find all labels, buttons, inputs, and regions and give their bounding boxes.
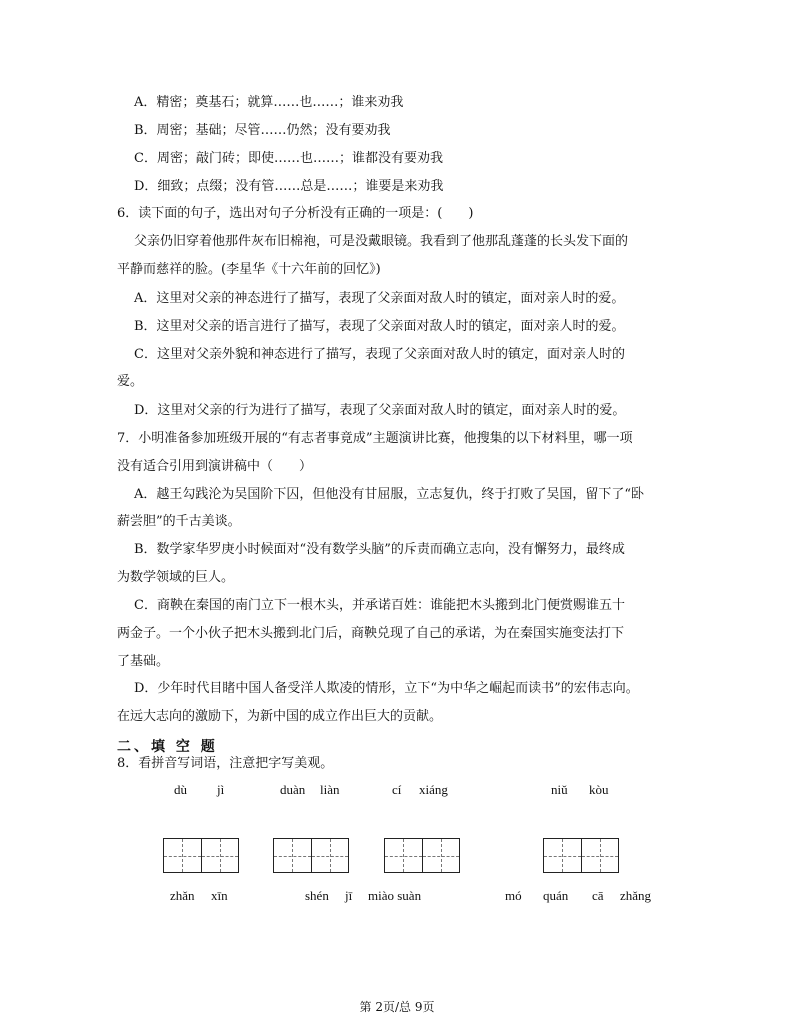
grid-cell[interactable] [423, 839, 460, 872]
q6-option-a: A．这里对父亲的神态进行了描写，表现了父亲面对敌人时的镇定，面对亲人时的爱。 [134, 291, 625, 306]
q6-option-c-line2: 爱。 [117, 374, 144, 389]
pinyin-quan: quán [543, 888, 569, 903]
pinyin-ca: cā [592, 888, 604, 903]
q7-option-b-line2: 为数学领域的巨人。 [117, 570, 235, 585]
pinyin-niu: niǔ [551, 782, 568, 797]
q5-option-c: C．周密；敲门砖；即使……也……；谁都没有要劝我 [134, 151, 443, 166]
q7-stem-line2: 没有适合引用到演讲稿中（ ） [117, 459, 313, 474]
grid-cell[interactable] [202, 839, 239, 872]
pinyin-ji2: jī [345, 888, 353, 903]
pinyin-du: dù [174, 782, 187, 797]
q6-option-b: B．这里对父亲的语言进行了描写，表现了父亲面对敌人时的镇定，面对亲人时的爱。 [134, 319, 625, 334]
grid-cell[interactable] [274, 839, 312, 872]
q7-option-c-line2: 两金子。一个小伙子把木头搬到北门后，商鞅兑现了自己的承诺，为在秦国实施变法打下 [117, 626, 625, 641]
grid-cell[interactable] [385, 839, 423, 872]
writing-grid-4[interactable] [543, 838, 619, 873]
page-number: 第 2页/总 9页 [359, 1000, 435, 1014]
section-title: 二、填 空 题 [117, 739, 218, 755]
q7-option-d-line2: 在远大志向的激励下，为新中国的成立作出巨大的贡献。 [117, 709, 443, 724]
q6-option-c-line1: C．这里对父亲外貌和神态进行了描写，表现了父亲面对敌人时的镇定，面对亲人时的 [134, 347, 625, 362]
grid-cell[interactable] [312, 839, 349, 872]
pinyin-zhang: zhǎng [620, 888, 652, 903]
pinyin-shen: shén [305, 888, 329, 903]
writing-grid-3[interactable] [384, 838, 460, 873]
pinyin-kou: kòu [589, 782, 609, 797]
q5-option-b: B．周密；基础；尽管……仍然；没有要劝我 [134, 123, 391, 138]
pinyin-ji: jì [217, 782, 225, 797]
q7-stem-line1: 7．小明准备参加班级开展的“有志者事竟成”主题演讲比赛，他搜集的以下材料里，哪一项 [117, 431, 633, 446]
q5-option-d: D．细致；点缀；没有管……总是……；谁要是来劝我 [134, 179, 444, 194]
q7-option-b-line1: B．数学家华罗庚小时候面对“没有数学头脑”的斥责而确立志向，没有懈努力，最终成 [134, 542, 625, 557]
grid-cell[interactable] [582, 839, 619, 872]
q6-passage-line1: 父亲仍旧穿着他那件灰布旧棉袍，可是没戴眼镜。我看到了他那乱蓬蓬的长头发下面的 [134, 234, 629, 249]
writing-grid-2[interactable] [273, 838, 349, 873]
q7-option-a-line2: 薪尝胆”的千古美谈。 [117, 514, 241, 529]
pinyin-mo: mó [505, 888, 522, 903]
pinyin-miao-suan: miào suàn [368, 888, 422, 903]
pinyin-zhan: zhǎn [170, 888, 195, 903]
q6-stem: 6．读下面的句子，选出对句子分析没有正确的一项是：( ) [117, 206, 474, 221]
grid-cell[interactable] [544, 839, 582, 872]
pinyin-xin: xīn [211, 888, 228, 903]
pinyin-lian: liàn [320, 782, 340, 797]
q6-passage-line2: 平静而慈祥的脸。(李星华《十六年前的回忆》) [117, 262, 381, 277]
pinyin-xiang: xiáng [419, 782, 448, 797]
pinyin-duan: duàn [280, 782, 306, 797]
q7-option-c-line1: C．商鞅在秦国的南门立下一根木头，并承诺百姓：谁能把木头搬到北门便赏赐谁五十 [134, 598, 625, 613]
q7-option-d-line1: D．少年时代目睹中国人备受洋人欺凌的情形，立下“为中华之崛起而读书”的宏伟志向。 [134, 681, 639, 696]
writing-grid-1[interactable] [163, 838, 239, 873]
grid-cell[interactable] [164, 839, 202, 872]
q8-stem: 8．看拼音写词语，注意把字写美观。 [117, 756, 334, 771]
q7-option-a-line1: A．越王勾践沦为吴国阶下囚，但他没有甘屈服，立志复仇，终于打败了吴国，留下了“卧 [134, 487, 645, 502]
q7-option-c-line3: 了基础。 [117, 654, 170, 669]
pinyin-ci: cí [392, 782, 402, 797]
q5-option-a: A．精密；奠基石；就算……也……；谁来劝我 [134, 95, 404, 110]
q6-option-d: D．这里对父亲的行为进行了描写，表现了父亲面对敌人时的镇定，面对亲人时的爱。 [134, 403, 626, 418]
